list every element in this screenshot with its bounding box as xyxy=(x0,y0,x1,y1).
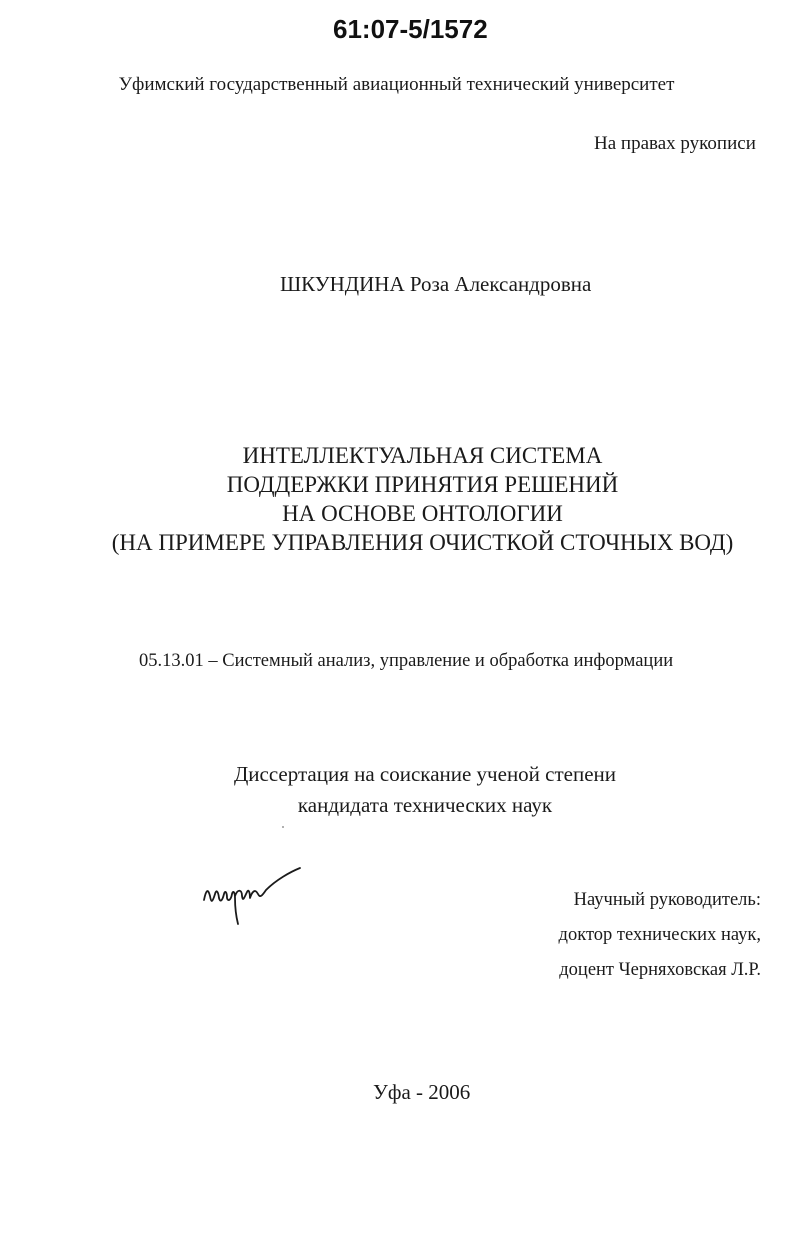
scientific-advisor xyxy=(536,883,761,988)
library-stamp-code: 61:07-5/1572 xyxy=(333,14,488,44)
university-name: Уфимский государственный авиационный технический университет xyxy=(118,74,675,95)
scan-speck xyxy=(282,826,284,828)
dissertation-title xyxy=(0,441,793,557)
title-line: НА ОСНОВЕ ОНТОЛОГИИ xyxy=(282,501,563,526)
author-name: ШКУНДИНА Роза Александровна xyxy=(280,272,592,296)
title-line: (НА ПРИМЕРЕ УПРАВЛЕНИЯ ОЧИСТКОЙ СТОЧНЫХ ВОД) xyxy=(111,530,734,555)
advisor-line: доцент Черняховская Л.Р. xyxy=(559,960,761,980)
specialty-code: 05.13.01 – Системный анализ, управление и обработка информации xyxy=(139,651,674,671)
title-line: ПОДДЕРЖКИ ПРИНЯТИЯ РЕШЕНИЙ xyxy=(226,472,619,497)
manuscript-rights-note: На правах рукописи xyxy=(594,133,756,154)
degree-line: кандидата технических наук xyxy=(297,793,553,817)
degree-statement xyxy=(0,759,793,821)
handwritten-signature-icon xyxy=(198,866,308,926)
degree-line: Диссертация на соискание ученой степени xyxy=(233,762,617,786)
title-line: ИНТЕЛЛЕКТУАЛЬНАЯ СИСТЕМА xyxy=(242,443,603,468)
city-and-year: Уфа - 2006 xyxy=(373,1080,471,1104)
advisor-line: доктор технических наук, xyxy=(558,925,761,945)
advisor-line: Научный руководитель: xyxy=(573,890,761,910)
